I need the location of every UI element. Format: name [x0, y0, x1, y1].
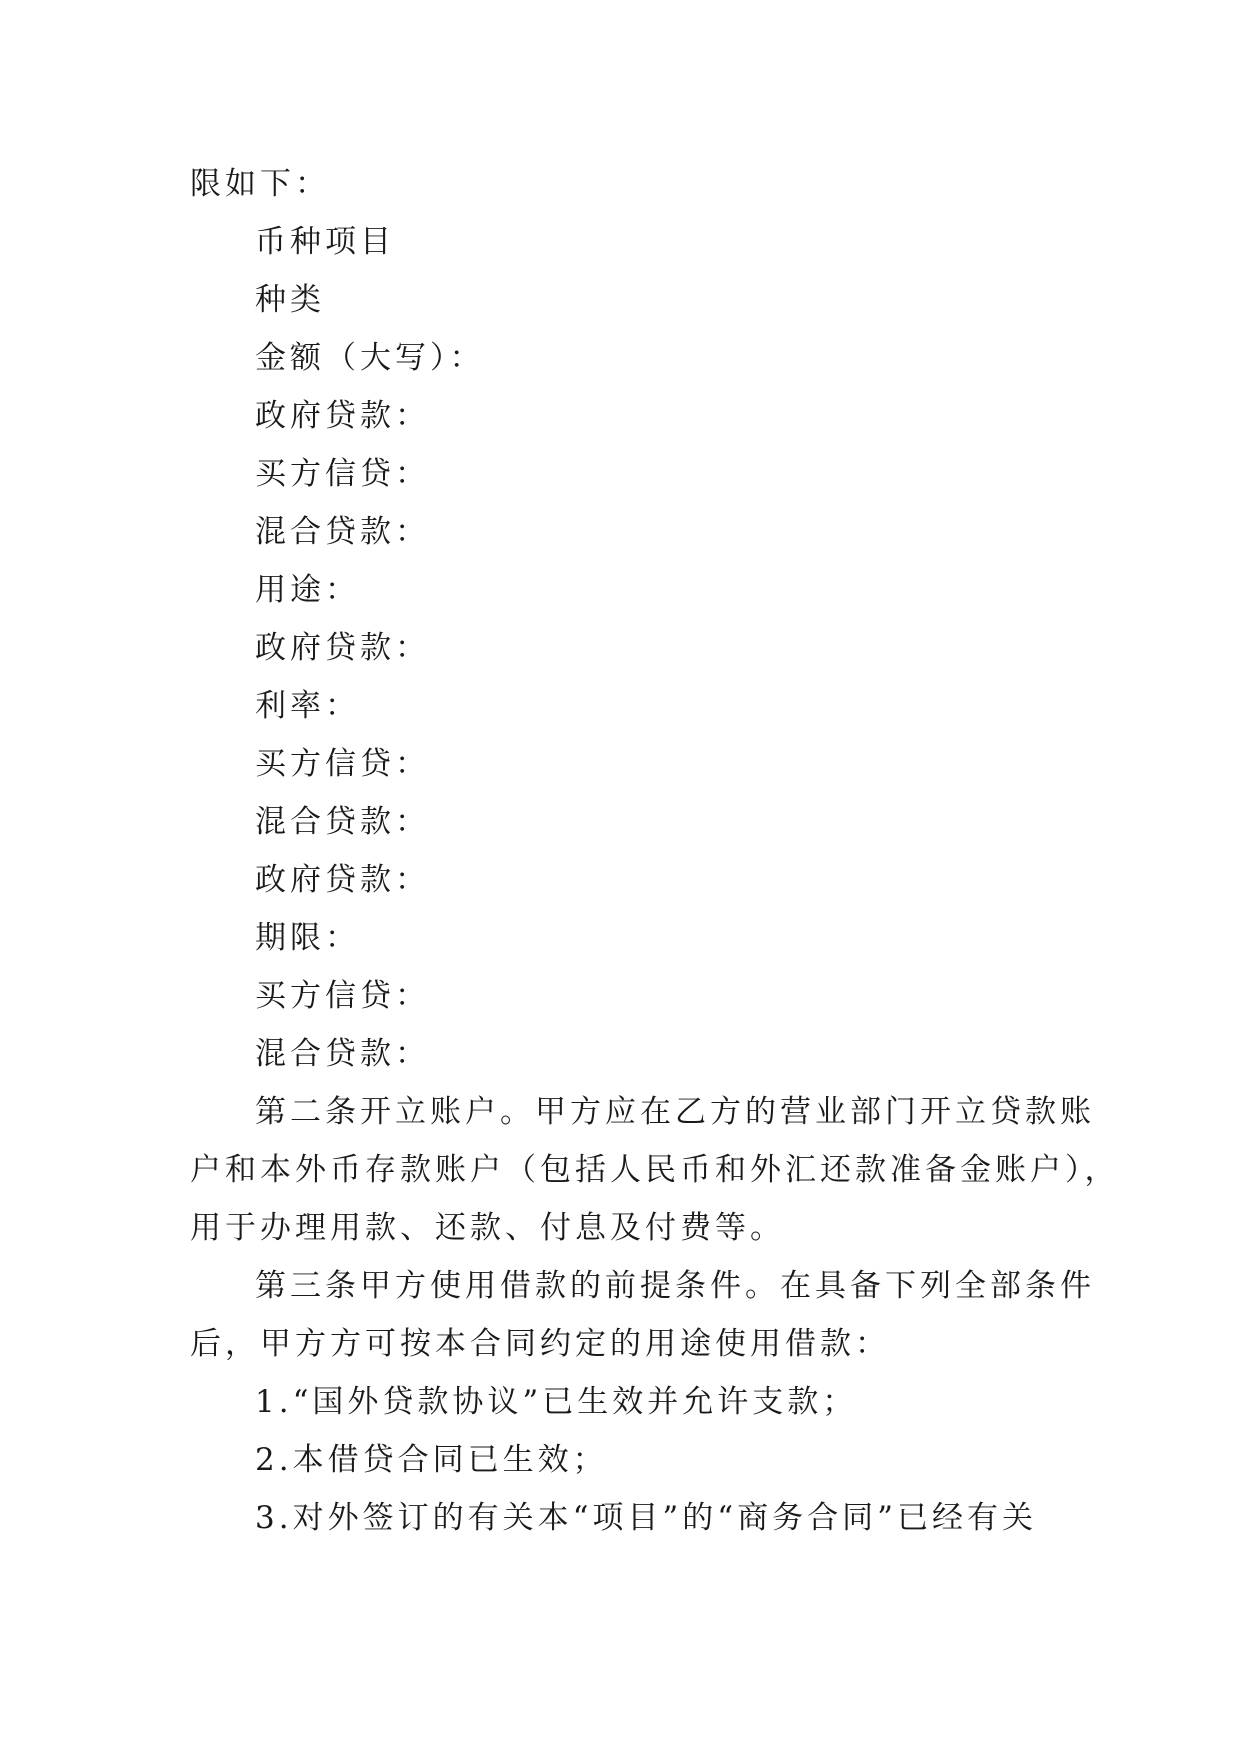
text-line: 种类 [255, 282, 325, 318]
list-item: 1.“国外贷款协议”已生效并允许支款； [255, 1384, 858, 1420]
text-line: 买方信贷： [255, 978, 430, 1014]
text-line: 混合贷款： [255, 514, 430, 550]
text-line: 限如下： [190, 166, 330, 202]
text-line: 买方信贷： [255, 456, 430, 492]
list-item: 3.对外签订的有关本“项目”的“商务合同”已经有关 [255, 1500, 1037, 1536]
list-item: 2.本借贷合同已生效； [255, 1442, 608, 1478]
text-line: 金额（大写）： [255, 340, 485, 376]
text-line: 混合贷款： [255, 804, 430, 840]
text-line: 混合贷款： [255, 1036, 430, 1072]
paragraph-line: 户和本外币存款账户（包括人民币和外汇还款准备金账户）， [190, 1152, 1120, 1188]
text-line: 期限： [255, 920, 360, 956]
paragraph-line: 后，甲方方可按本合同约定的用途使用借款： [190, 1326, 890, 1362]
paragraph-line: 第二条开立账户。甲方应在乙方的营业部门开立贷款账 [255, 1094, 1095, 1130]
text-line: 政府贷款： [255, 630, 430, 666]
text-line: 买方信贷： [255, 746, 430, 782]
paragraph-line: 用于办理用款、还款、付息及付费等。 [190, 1210, 785, 1246]
text-line: 利率： [255, 688, 360, 724]
text-line: 币种项目 [255, 224, 395, 260]
text-line: 政府贷款： [255, 398, 430, 434]
text-line: 用途： [255, 572, 360, 608]
text-line: 政府贷款： [255, 862, 430, 898]
paragraph-line: 第三条甲方使用借款的前提条件。在具备下列全部条件 [255, 1268, 1095, 1304]
